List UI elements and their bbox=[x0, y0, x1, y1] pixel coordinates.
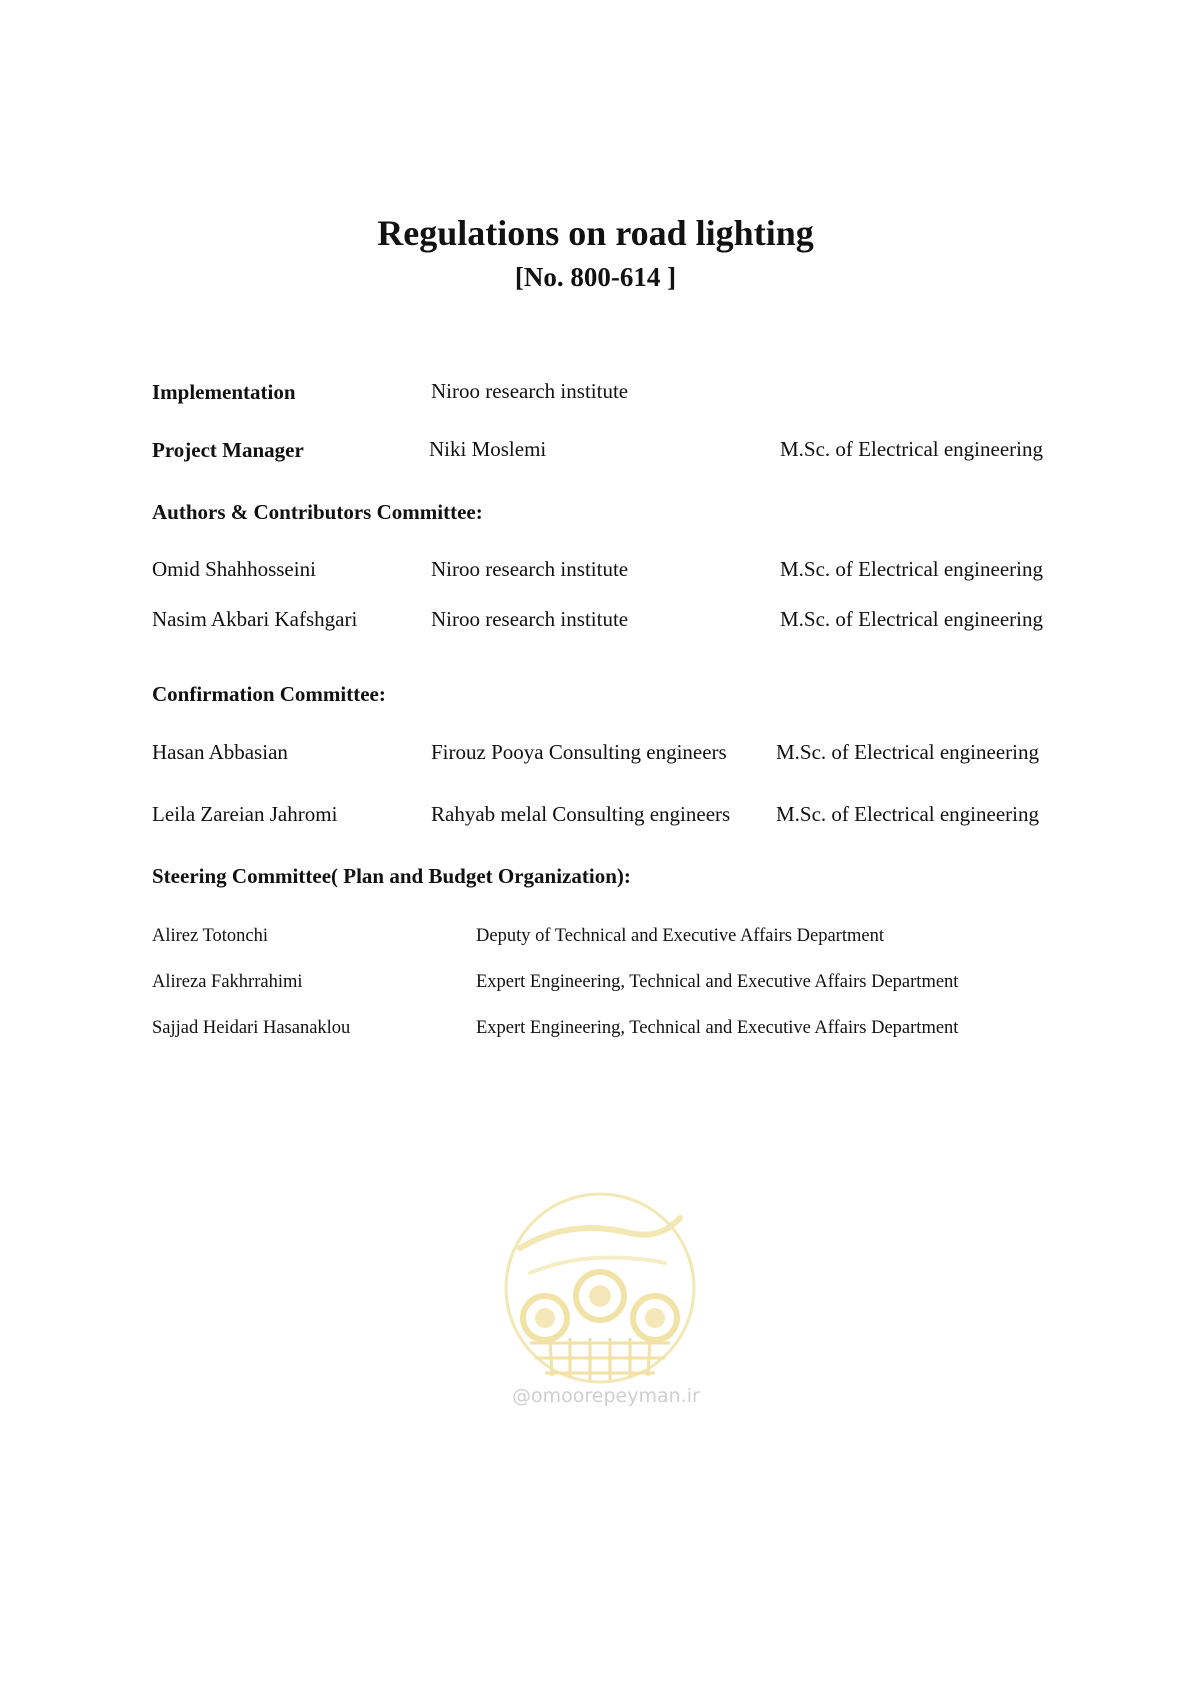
watermark-site: @omoorepeyman.ir bbox=[512, 1385, 700, 1407]
steering-member-role: Deputy of Technical and Executive Affairs Department bbox=[476, 926, 884, 946]
steering-member-name: Alireza Fakhrrahimi bbox=[152, 972, 303, 992]
confirmation-heading: Confirmation Committee: bbox=[152, 682, 386, 706]
author-org: Niroo research institute bbox=[431, 557, 629, 581]
authors-heading: Authors & Contributors Committee: bbox=[152, 500, 483, 524]
implementation-label: Implementation bbox=[152, 380, 296, 404]
confirmation-member-org: Firouz Pooya Consulting engineers bbox=[431, 740, 727, 764]
confirmation-member-degree: M.Sc. of Electrical engineering bbox=[776, 740, 1039, 764]
document-title: Regulations on road lighting bbox=[377, 213, 814, 253]
project-manager-label: Project Manager bbox=[152, 438, 304, 462]
project-manager-name: Niki Moslemi bbox=[429, 437, 547, 461]
document-number: [No. 800-614 ] bbox=[514, 262, 677, 292]
author-org: Niroo research institute bbox=[431, 607, 629, 631]
author-degree: M.Sc. of Electrical engineering bbox=[780, 557, 1043, 581]
author-name: Nasim Akbari Kafshgari bbox=[152, 607, 358, 631]
confirmation-member-degree: M.Sc. of Electrical engineering bbox=[776, 802, 1039, 826]
author-degree: M.Sc. of Electrical engineering bbox=[780, 607, 1043, 631]
confirmation-member-name: Leila Zareian Jahromi bbox=[152, 802, 338, 826]
project-manager-degree: M.Sc. of Electrical engineering bbox=[780, 437, 1043, 461]
steering-member-name: Sajjad Heidari Hasanaklou bbox=[152, 1018, 351, 1038]
author-name: Omid Shahhosseini bbox=[152, 557, 316, 581]
confirmation-member-name: Hasan Abbasian bbox=[152, 740, 288, 764]
steering-member-name: Alirez Totonchi bbox=[152, 926, 269, 946]
steering-heading: Steering Committee( Plan and Budget Organization): bbox=[152, 864, 631, 888]
confirmation-member-org: Rahyab melal Consulting engineers bbox=[431, 802, 731, 826]
implementation-org: Niroo research institute bbox=[431, 379, 629, 403]
steering-member-role: Expert Engineering, Technical and Executive Affairs Department bbox=[476, 1018, 959, 1038]
steering-member-role: Expert Engineering, Technical and Executive Affairs Department bbox=[476, 972, 959, 992]
